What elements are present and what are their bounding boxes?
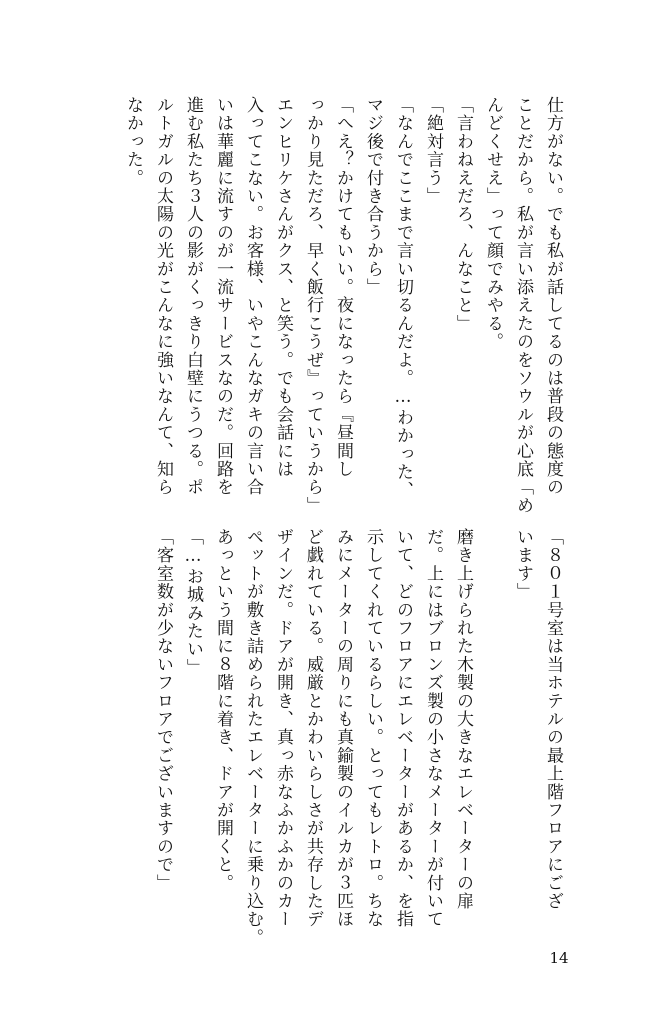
text-line: ペットが敷き詰められたエレベーターに乗り込む。 — [243, 528, 263, 947]
text-line: なかった。 — [123, 96, 143, 187]
text-line: いは華麗に流すのが一流サービスなのだ。回路を — [213, 96, 233, 497]
text-line: います」 — [513, 528, 533, 601]
text-line: 「…お城みたい」 — [183, 528, 203, 677]
text-line: 磨き上げられた木製の大きなエレベーターの扉 — [453, 528, 473, 911]
upper-text-block — [123, 96, 568, 515]
text-line: 進む私たち３人の影がくっきり白壁にうつる。ポ — [183, 96, 203, 497]
text-line: 「８０１号室は当ホテルの最上階フロアにござ — [543, 528, 563, 911]
text-line: みにメーターの周りにも真鍮製のイルカが３匹ほ — [333, 528, 353, 929]
text-line: だ。上にはブロンズ製の小さなメーターが付いて — [423, 528, 443, 929]
text-line: 「言わねえだろ、んなこと」 — [453, 96, 473, 333]
text-line: 「客室数が少ないフロアでございますので」 — [153, 528, 173, 892]
lower-text-block — [148, 528, 568, 947]
text-line: ど戯れている。威厳とかわいらしさが共存したデ — [303, 528, 323, 929]
text-line: ザインだ。ドアが開き、真っ赤なふかふかのカー — [273, 528, 293, 929]
blank-line — [478, 528, 508, 928]
text-line: 「へえ？かけてもいい。夜になったら『昼間し — [333, 96, 353, 479]
text-line: 「絶対言う」 — [423, 96, 443, 206]
text-line: っかり見ただろ、早く飯行こうぜ』っていうから」 — [303, 96, 323, 515]
text-line: エンヒリケさんがクス、と笑う。でも会話には — [273, 96, 293, 479]
text-line: 仕方がない。でも私が話してるのは普段の態度の — [543, 96, 563, 497]
text-line: 入ってこない。お客様、いやこんなガキの言い合 — [243, 96, 263, 497]
text-line: 「なんでここまで言い切るんだよ。…わかった、 — [393, 96, 413, 500]
page-number: 14 — [549, 949, 569, 967]
text-line: んどくせえ」って顔でみやる。 — [483, 96, 503, 351]
text-line: ルトガルの太陽の光がこんなに強いなんて、知ら — [153, 96, 173, 497]
text-line: 示してくれているらしい。とってもレトロ。ちな — [363, 528, 383, 929]
text-line: あっという間に８階に着き、ドアが開くと。 — [213, 528, 233, 892]
text-line: ことだから。私が言い添えたのをソウルが心底「め — [513, 96, 533, 515]
text-line: マジ後で付き合うから」 — [363, 96, 383, 297]
text-line: いて、どのフロアにエレベーターがあるか、を指 — [393, 528, 413, 929]
